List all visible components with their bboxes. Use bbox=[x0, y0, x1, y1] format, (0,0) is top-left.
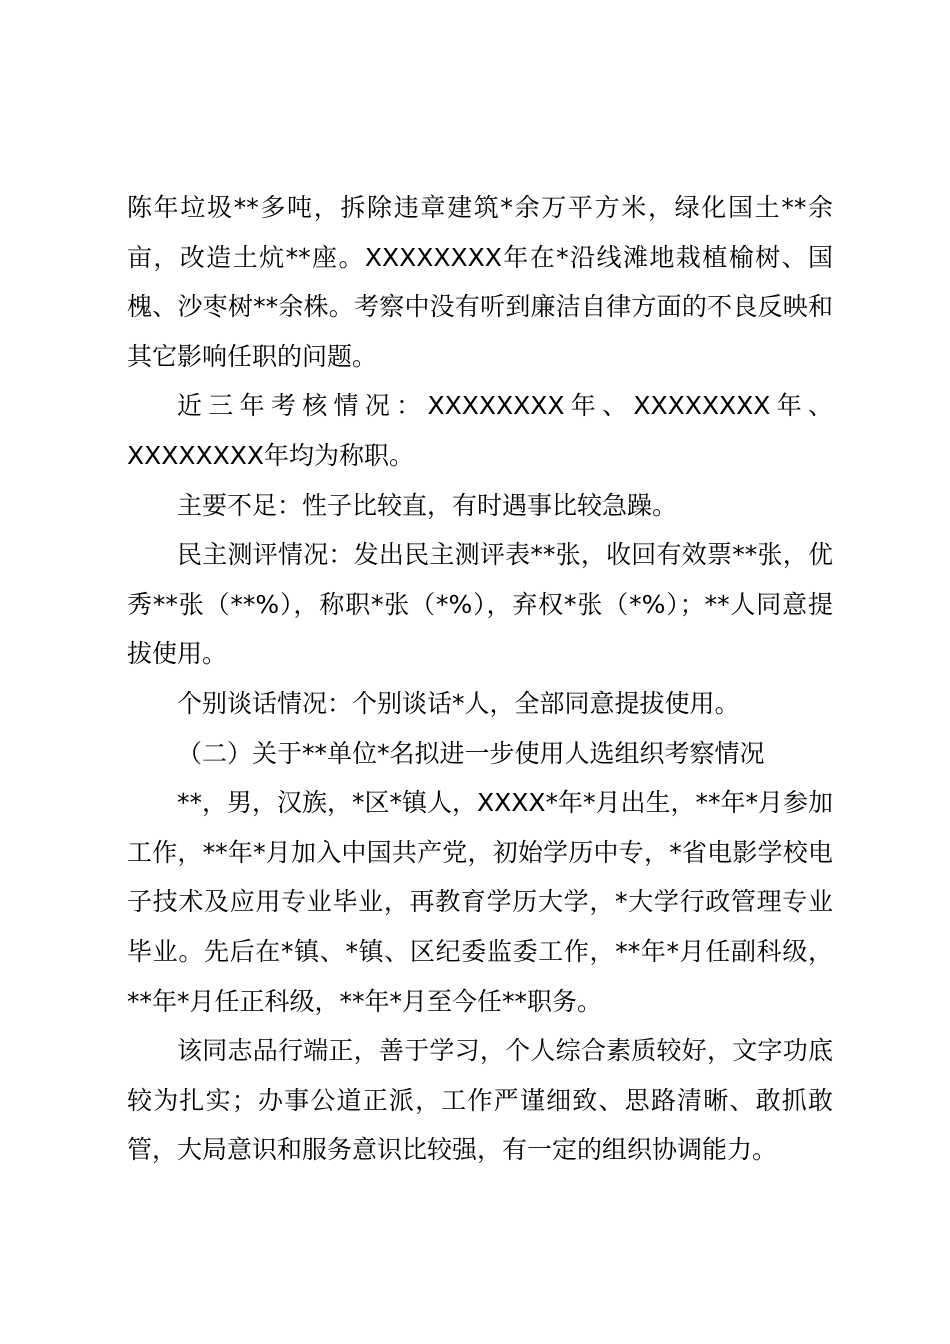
paragraph-continuation: 陈年垃圾**多吨，拆除违章建筑*余万平方米，绿化国土**余亩，改造土炕**座。XXXXXXXX年在*沿线滩地栽植榆树、国槐、沙枣树**余株。考察中没有听到廉洁自律方面的不良反映和其它影响任职的问题。 bbox=[127, 193, 833, 371]
paragraph-shortcomings: 主要不足：性子比较直，有时遇事比较急躁。 bbox=[177, 490, 678, 520]
paragraph-assessment: 近三年考核情况：XXXXXXXX年、XXXXXXXX年、XXXXXXXX年均为称职。 bbox=[127, 391, 833, 470]
paragraph-biography: **，男，汉族，*区*镇人，XXXX*年*月出生，**年*月参加工作，**年*月加入中国共产党，初始学历中专，*省电影学校电子技术及应用专业毕业，再教育学历大学，*大学行政管理专业毕业。先后在*镇、*镇、区纪委监委工作，**年*月任副科级，**年*月任正科级，**年*月至今任**职务。 bbox=[127, 788, 834, 1016]
paragraph-character: 该同志品行端正，善于学习，个人综合素质较好，文字功底较为扎实；办事公道正派，工作严谨细致、思路清晰、敢抓敢管，大局意识和服务意识比较强，有一定的组织协调能力。 bbox=[127, 1036, 833, 1165]
paragraph-individual-talks: 个别谈话情况：个别谈话*人，全部同意提拔使用。 bbox=[177, 688, 740, 718]
paragraph-democratic-evaluation: 民主测评情况：发出民主测评表**张，收回有效票**张，优秀**张（**%），称职*张（*%），弃权*张（*%）；**人同意提拔使用。 bbox=[127, 540, 833, 669]
section-heading: （二）关于**单位*名拟进一步使用人选组织考察情况 bbox=[177, 738, 765, 768]
document-body bbox=[127, 183, 833, 1175]
